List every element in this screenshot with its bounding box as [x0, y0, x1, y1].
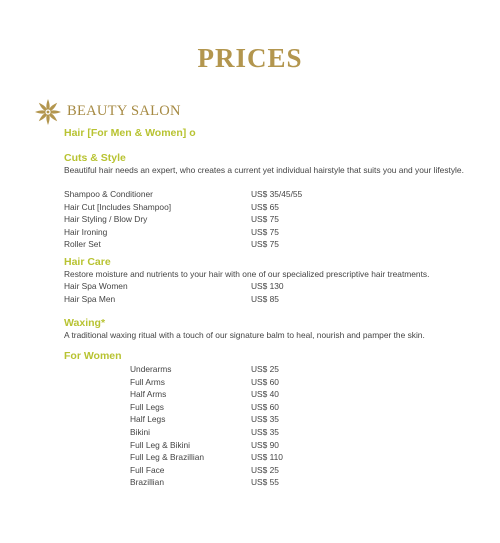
service-price: US$ 65 [251, 201, 279, 212]
service-name: Half Legs [130, 414, 166, 425]
waxing-description: A traditional waxing ritual with a touch of our signature balm to heal, nourish and pamper the skin. [64, 330, 425, 340]
service-price: US$ 90 [251, 439, 279, 450]
service-name: Hair Ironing [64, 226, 108, 237]
subheading: Hair [For Men & Women] o [64, 127, 196, 139]
care-title: Hair Care [64, 256, 111, 268]
service-price: US$ 35 [251, 414, 279, 425]
service-name: Half Arms [130, 389, 167, 400]
service-price: US$ 25 [251, 364, 279, 374]
service-price: US$ 40 [251, 389, 279, 400]
service-price: US$ 75 [251, 239, 279, 250]
service-name: Bikini [130, 427, 151, 437]
service-name: Full Leg & Bikini [130, 439, 191, 450]
service-name: Brazillian [130, 477, 164, 488]
women-title: For Women [64, 350, 122, 362]
service-name: Hair Spa Women [64, 281, 128, 291]
cuts-title: Cuts & Style [64, 152, 126, 164]
service-price: US$ 60 [251, 401, 279, 412]
service-price: US$ 130 [251, 281, 284, 291]
service-name: Full Face [130, 464, 165, 475]
service-price: US$ 110 [251, 452, 283, 463]
service-price: US$ 25 [251, 464, 279, 475]
service-name: Full Arms [130, 376, 165, 387]
service-price: US$ 35 [251, 427, 279, 437]
lotus-star-icon [34, 98, 62, 126]
service-name: Hair Spa Men [64, 293, 116, 304]
cuts-description: Beautiful hair needs an expert, who creates a current yet individual hairstyle that suits you and your lifestyle. [64, 165, 464, 175]
service-price: US$ 60 [251, 376, 279, 387]
page-title: PRICES [197, 43, 303, 73]
section-title: BEAUTY SALON [67, 103, 181, 119]
service-price: US$ 75 [251, 226, 279, 237]
waxing-title: Waxing* [64, 317, 106, 329]
service-price: US$ 75 [251, 214, 279, 225]
care-description: Restore moisture and nutrients to your hair with one of our specialized prescriptive hair treatments. [64, 269, 430, 279]
service-price: US$ 35/45/55 [251, 189, 303, 199]
service-name: Hair Cut [Includes Shampoo] [64, 201, 172, 212]
service-name: Shampoo & Conditioner [64, 189, 153, 199]
service-name: Roller Set [64, 239, 101, 250]
service-name: Hair Styling / Blow Dry [64, 214, 148, 225]
service-name: Full Legs [130, 401, 164, 412]
service-name: Full Leg & Brazillian [130, 452, 205, 463]
service-price: US$ 55 [251, 477, 279, 488]
service-price: US$ 85 [251, 293, 279, 304]
service-name: Underarms [130, 364, 172, 374]
